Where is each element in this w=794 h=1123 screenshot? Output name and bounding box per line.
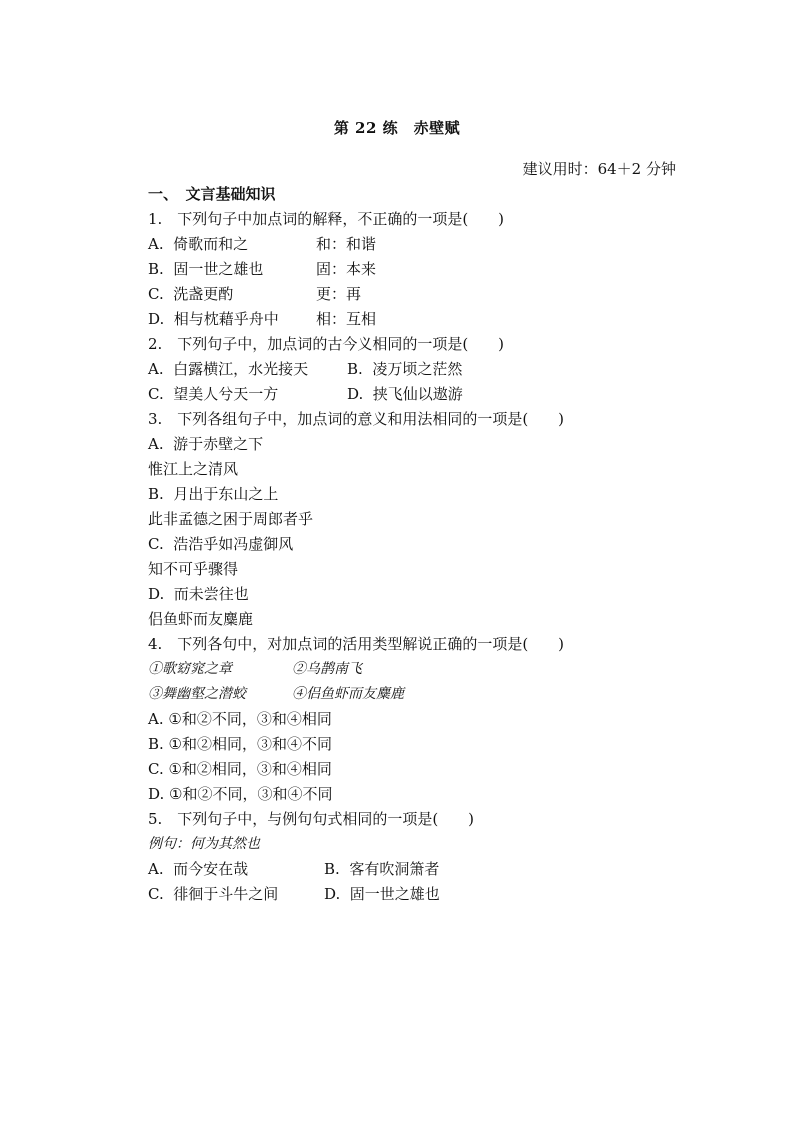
q3-line: D. 而未尝往也 [148,585,249,603]
question-5-stem: 5. 下列句子中，与例句句式相同的一项是( ) [148,810,475,828]
q2-option-b: B. 凌万顷之茫然 [347,360,463,378]
q4-example-4: ④侣鱼虾而友麋鹿 [292,686,404,702]
q4-example-3: ③舞幽壑之潜蛟 [148,686,246,702]
question-3-stem: 3. 下列各组句子中，加点词的意义和用法相同的一项是( ) [148,410,565,428]
page-title: 第 22 练 赤壁赋 [333,119,461,137]
q3-line: A. 游于赤壁之下 [148,435,264,453]
q5-option-b: B. 客有吹洞箫者 [324,860,440,878]
q3-line: B. 月出于东山之上 [148,485,279,503]
q2-option-c: C. 望美人兮天一方 [148,385,279,403]
q1-option-a: A. 倚歌而和之 [148,235,249,253]
q5-option-d: D. 固一世之雄也 [324,885,440,903]
q3-line: 此非孟德之困于周郎者乎 [148,510,314,528]
q3-line: 惟江上之清风 [148,460,239,478]
q4-option-b: B. ①和②相同，③和④不同 [148,735,333,753]
question-4-stem: 4. 下列各句中，对加点词的活用类型解说正确的一项是( ) [148,635,565,653]
q1-option-c-gloss: 更：再 [316,285,362,303]
q4-example-1: ①歌窈窕之章 [148,661,232,677]
q4-example-2: ②乌鹊南飞 [292,661,362,677]
question-1-stem: 1. 下列句子中加点词的解释，不正确的一项是( ) [148,210,505,228]
q1-option-c: C. 洗盏更酌 [148,285,234,303]
q2-option-d: D. 挟飞仙以遨游 [347,385,463,403]
q4-option-c: C. ①和②相同，③和④相同 [148,760,332,778]
q1-option-b-gloss: 固：本来 [316,260,377,278]
q5-example-sentence: 例句：何为其然也 [148,836,260,852]
question-2-stem: 2. 下列句子中，加点词的古今义相同的一项是( ) [148,335,505,353]
suggested-time: 建议用时：64＋2 分钟 [522,160,676,178]
q1-option-d: D. 相与枕藉乎舟中 [148,310,279,328]
q1-option-b: B. 固一世之雄也 [148,260,264,278]
q5-option-a: A. 而今安在哉 [148,860,249,878]
q5-option-c: C. 徘徊于斗牛之间 [148,885,279,903]
q1-option-d-gloss: 相：互相 [316,310,377,328]
q4-option-d: D. ①和②不同，③和④不同 [148,785,333,803]
q3-line: 侣鱼虾而友麋鹿 [148,610,254,628]
section-heading: 一、 文言基础知识 [148,185,276,203]
q3-line: 知不可乎骤得 [148,560,239,578]
q3-line: C. 浩浩乎如冯虚御风 [148,535,294,553]
q4-option-a: A. ①和②不同，③和④相同 [148,710,332,728]
q1-option-a-gloss: 和：和谐 [316,235,377,253]
q2-option-a: A. 白露横江，水光接天 [148,360,309,378]
